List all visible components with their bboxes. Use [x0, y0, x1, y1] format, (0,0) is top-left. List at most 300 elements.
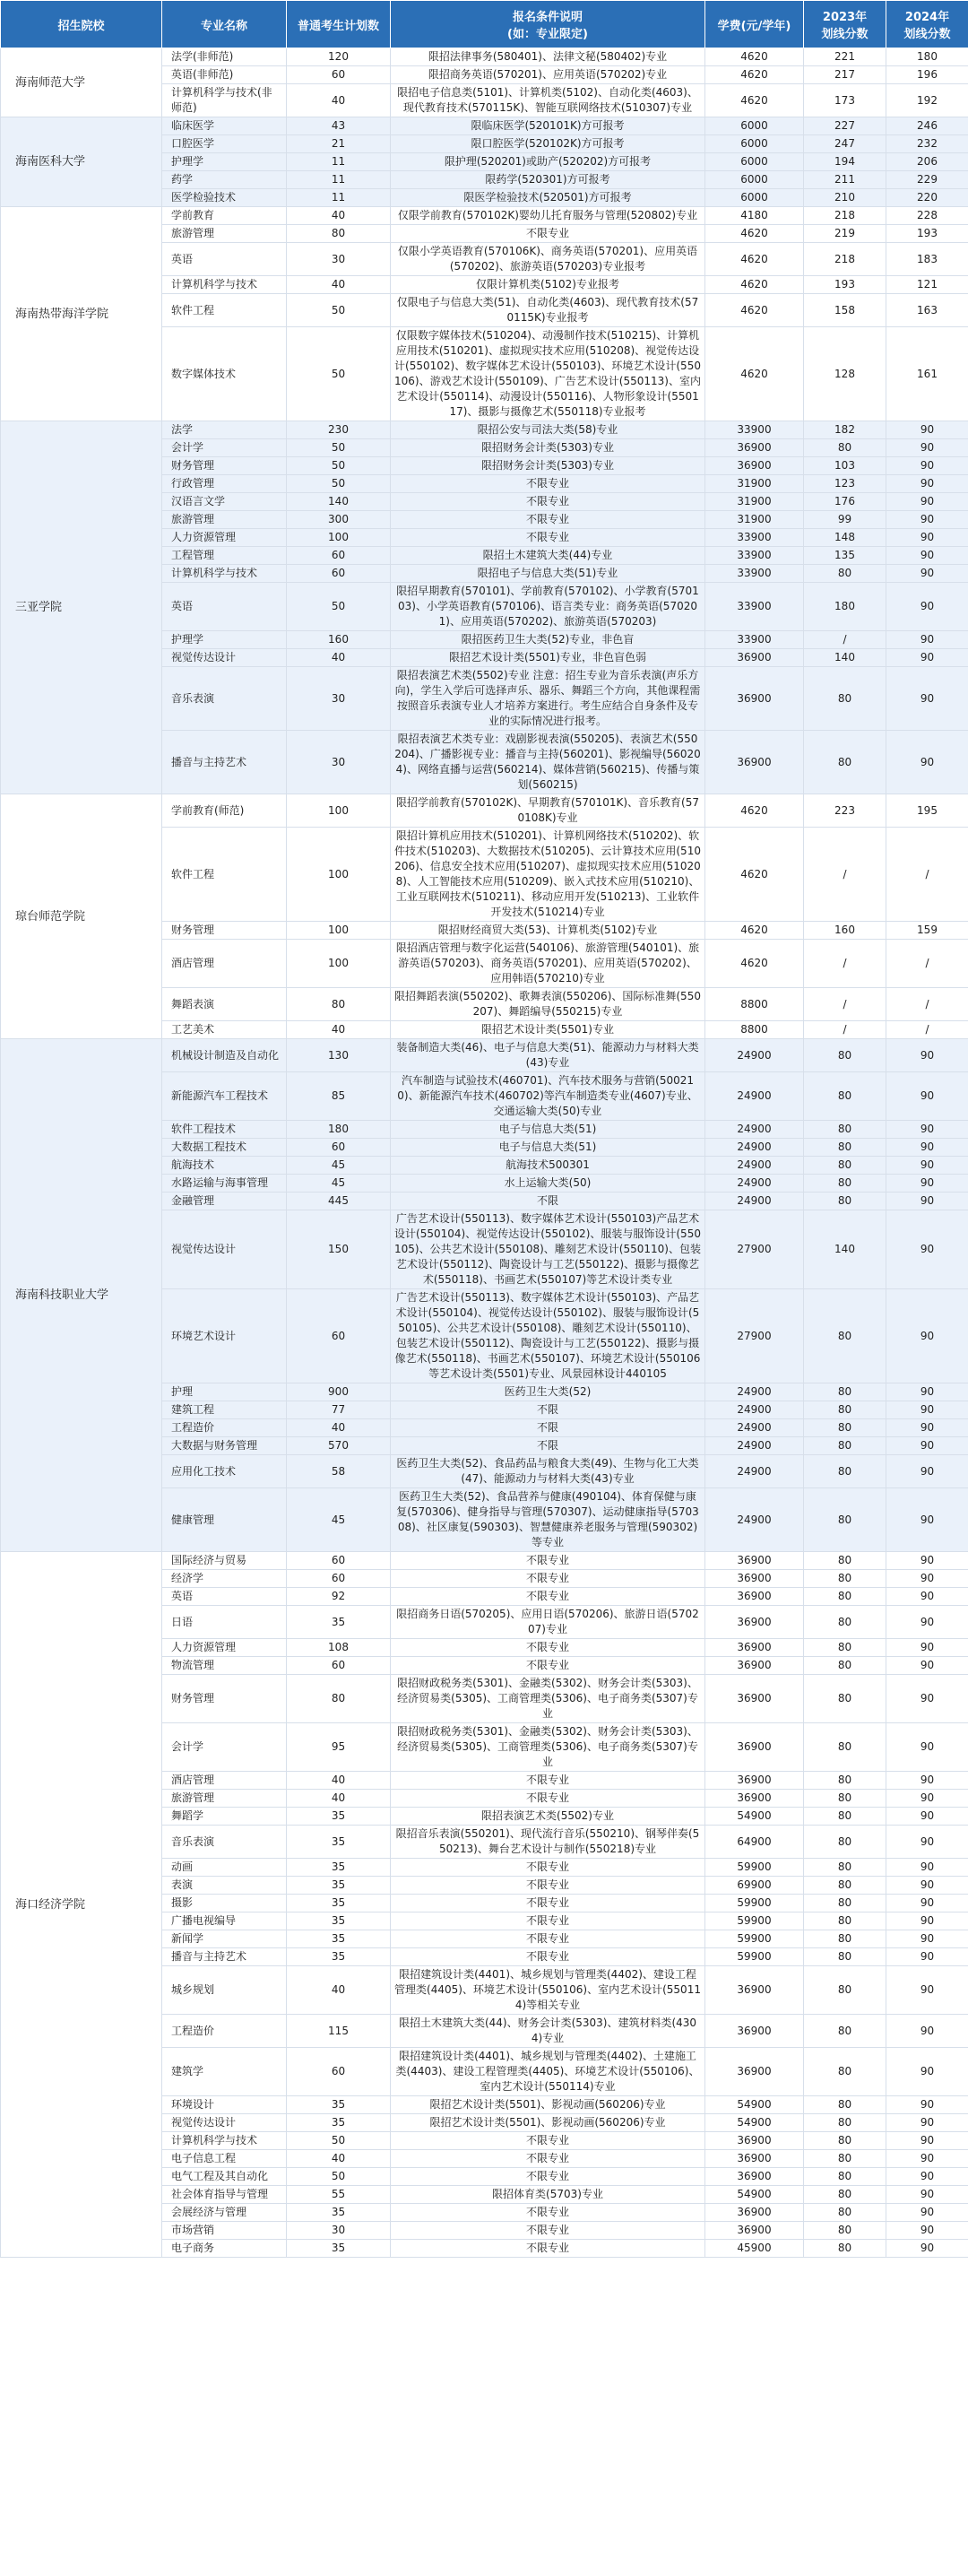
- major-cell: 健康管理: [162, 1488, 287, 1552]
- plan-cell: 35: [287, 2204, 391, 2222]
- condition-cell: 不限专业: [391, 2150, 705, 2168]
- score-2023-cell: 80: [804, 1790, 886, 1808]
- score-2024-cell: 90: [886, 475, 968, 493]
- score-2023-cell: /: [804, 988, 886, 1021]
- plan-cell: 85: [287, 1072, 391, 1121]
- major-cell: 会展经济与管理: [162, 2204, 287, 2222]
- score-2024-cell: 196: [886, 66, 968, 84]
- condition-cell: 不限专业: [391, 475, 705, 493]
- tuition-cell: 36900: [705, 1657, 804, 1675]
- score-2023-cell: 80: [804, 1437, 886, 1455]
- school-name-cell: 海口经济学院: [1, 1552, 162, 2258]
- plan-cell: 900: [287, 1383, 391, 1401]
- plan-cell: 60: [287, 1552, 391, 1570]
- major-cell: 新能源汽车工程技术: [162, 1072, 287, 1121]
- score-2024-cell: 90: [886, 1437, 968, 1455]
- plan-cell: 35: [287, 1930, 391, 1948]
- condition-cell: 不限: [391, 1437, 705, 1455]
- tuition-cell: 4620: [705, 327, 804, 421]
- tuition-cell: 59900: [705, 1930, 804, 1948]
- score-2024-cell: 229: [886, 171, 968, 189]
- score-2023-cell: 193: [804, 276, 886, 294]
- plan-cell: 55: [287, 2186, 391, 2204]
- condition-cell: 不限专业: [391, 1772, 705, 1790]
- condition-cell: 限招财政税务类(5301)、金融类(5302)、财务会计类(5303)、经济贸易类(5305)、工商管理类(5306)、电子商务类(5307)专业: [391, 1675, 705, 1723]
- score-2023-cell: 194: [804, 153, 886, 171]
- score-2024-cell: 90: [886, 1488, 968, 1552]
- plan-cell: 230: [287, 421, 391, 439]
- score-2024-cell: 90: [886, 1657, 968, 1675]
- major-cell: 物流管理: [162, 1657, 287, 1675]
- score-2024-cell: 90: [886, 731, 968, 794]
- score-2023-cell: /: [804, 940, 886, 988]
- major-cell: 工程造价: [162, 2015, 287, 2048]
- condition-cell: 仅限小学英语教育(570106K)、商务英语(570201)、应用英语(570202)、旅游英语(570203)专业报考: [391, 243, 705, 276]
- score-2024-cell: 90: [886, 1401, 968, 1419]
- condition-cell: 限招商务日语(570205)、应用日语(570206)、旅游日语(570207)专业: [391, 1606, 705, 1639]
- plan-cell: 92: [287, 1588, 391, 1606]
- tuition-cell: 24900: [705, 1193, 804, 1210]
- tuition-cell: 24900: [705, 1175, 804, 1193]
- condition-cell: 水上运输大类(50): [391, 1175, 705, 1193]
- score-2023-cell: 80: [804, 1570, 886, 1588]
- header-score-2024: 2024年 划线分数: [886, 1, 968, 48]
- score-2023-cell: 182: [804, 421, 886, 439]
- score-2024-cell: 220: [886, 189, 968, 207]
- score-2023-cell: 80: [804, 2015, 886, 2048]
- score-2024-cell: /: [886, 1021, 968, 1039]
- tuition-cell: 36900: [705, 2048, 804, 2096]
- condition-cell: 限招电子信息类(5101)、计算机类(5102)、自动化类(4603)、现代教育技术(570115K)、智能互联网络技术(510307)专业: [391, 84, 705, 117]
- plan-cell: 95: [287, 1723, 391, 1772]
- score-2024-cell: 90: [886, 2096, 968, 2114]
- major-cell: 广播电视编导: [162, 1912, 287, 1930]
- major-cell: 建筑学: [162, 2048, 287, 2096]
- major-cell: 学前教育(师范): [162, 794, 287, 828]
- tuition-cell: 36900: [705, 2150, 804, 2168]
- school-name-cell: 琼台师范学院: [1, 794, 162, 1039]
- header-score-2023: 2023年 划线分数: [804, 1, 886, 48]
- score-2023-cell: 80: [804, 1606, 886, 1639]
- tuition-cell: 24900: [705, 1039, 804, 1072]
- plan-cell: 100: [287, 940, 391, 988]
- major-cell: 酒店管理: [162, 1772, 287, 1790]
- plan-cell: 100: [287, 828, 391, 922]
- score-2023-cell: 176: [804, 493, 886, 511]
- tuition-cell: 36900: [705, 2222, 804, 2240]
- condition-cell: 广告艺术设计(550113)、数字媒体艺术设计(550103)、产品艺术设计(550104)、视觉传达设计(550102)、服装与服饰设计(550105)、公共艺术设计(550108)、雕刻艺术设计(550110)、包装艺术设计(550112)、陶瓷设计与工艺(550122)、摄影与摄像艺术(550118)、书画艺术(550107)、环境艺术设计(550106等艺术设计类(5501)专业、风景园林设计440105: [391, 1289, 705, 1383]
- condition-cell: 限招音乐表演(550201)、现代流行音乐(550210)、钢琴伴奏(550213)、舞台艺术设计与制作(550218)专业: [391, 1826, 705, 1859]
- condition-cell: 限招电子与信息大类(51)专业: [391, 565, 705, 583]
- major-cell: 数字媒体技术: [162, 327, 287, 421]
- table-row: [1, 1552, 968, 1570]
- score-2024-cell: /: [886, 988, 968, 1021]
- major-cell: 软件工程: [162, 828, 287, 922]
- score-2024-cell: 90: [886, 1912, 968, 1930]
- score-2023-cell: 80: [804, 1121, 886, 1139]
- plan-cell: 35: [287, 2114, 391, 2132]
- major-cell: 社会体育指导与管理: [162, 2186, 287, 2204]
- major-cell: 人力资源管理: [162, 1639, 287, 1657]
- score-2023-cell: 80: [804, 1401, 886, 1419]
- major-cell: 应用化工技术: [162, 1455, 287, 1488]
- tuition-cell: 36900: [705, 1966, 804, 2015]
- major-cell: 法学(非师范): [162, 48, 287, 66]
- major-cell: 水路运输与海事管理: [162, 1175, 287, 1193]
- major-cell: 工艺美术: [162, 1021, 287, 1039]
- major-cell: 计算机科学与技术(非师范): [162, 84, 287, 117]
- major-cell: 酒店管理: [162, 940, 287, 988]
- plan-cell: 40: [287, 1021, 391, 1039]
- plan-cell: 120: [287, 48, 391, 66]
- header-major: 专业名称: [162, 1, 287, 48]
- tuition-cell: 24900: [705, 1157, 804, 1175]
- plan-cell: 40: [287, 649, 391, 667]
- condition-cell: 装备制造大类(46)、电子与信息大类(51)、能源动力与材料大类(43)专业: [391, 1039, 705, 1072]
- score-2024-cell: 90: [886, 2240, 968, 2258]
- tuition-cell: 31900: [705, 475, 804, 493]
- major-cell: 工程造价: [162, 1419, 287, 1437]
- condition-cell: 不限专业: [391, 2204, 705, 2222]
- header-row: [1, 1, 968, 48]
- condition-cell: 广告艺术设计(550113)、数字媒体艺术设计(550103)产品艺术设计(550104)、视觉传达设计(550102)、服装与服饰设计(550105)、公共艺术设计(550108)、雕刻艺术设计(550110)、包装艺术设计(550112)、陶瓷设计与工艺(550122)、摄影与摄像艺术(550118)、书画艺术(550107)等艺术设计类专业: [391, 1210, 705, 1289]
- score-2023-cell: 80: [804, 2150, 886, 2168]
- score-2023-cell: 80: [804, 1039, 886, 1072]
- score-2024-cell: 228: [886, 207, 968, 225]
- table-row: [1, 117, 968, 135]
- tuition-cell: 36900: [705, 731, 804, 794]
- score-2024-cell: 90: [886, 439, 968, 457]
- condition-cell: 限招艺术设计类(5501)、影视动画(560206)专业: [391, 2114, 705, 2132]
- plan-cell: 180: [287, 1121, 391, 1139]
- tuition-cell: 36900: [705, 1570, 804, 1588]
- tuition-cell: 4620: [705, 828, 804, 922]
- major-cell: 播音与主持艺术: [162, 1948, 287, 1966]
- score-2023-cell: 80: [804, 2048, 886, 2096]
- condition-cell: 不限专业: [391, 1552, 705, 1570]
- condition-cell: 不限: [391, 1193, 705, 1210]
- major-cell: 城乡规划: [162, 1966, 287, 2015]
- tuition-cell: 54900: [705, 2186, 804, 2204]
- major-cell: 软件工程: [162, 294, 287, 327]
- plan-cell: 30: [287, 2222, 391, 2240]
- major-cell: 工程管理: [162, 547, 287, 565]
- score-2024-cell: 90: [886, 2048, 968, 2096]
- score-2024-cell: 90: [886, 1175, 968, 1193]
- plan-cell: 60: [287, 565, 391, 583]
- plan-cell: 35: [287, 2096, 391, 2114]
- condition-cell: 限招舞蹈表演(550202)、歌舞表演(550206)、国际标准舞(550207)、舞蹈编导(550215)专业: [391, 988, 705, 1021]
- major-cell: 金融管理: [162, 1193, 287, 1210]
- tuition-cell: 8800: [705, 1021, 804, 1039]
- tuition-cell: 4620: [705, 243, 804, 276]
- score-2023-cell: 123: [804, 475, 886, 493]
- condition-cell: 医药卫生大类(52)、食品营养与健康(490104)、体育保健与康复(570306)、健身指导与管理(570307)、运动健康指导(570308)、社区康复(590303)、智慧健康养老服务与管理(590302)等专业: [391, 1488, 705, 1552]
- condition-cell: 航海技术500301: [391, 1157, 705, 1175]
- score-2024-cell: 90: [886, 1877, 968, 1895]
- condition-cell: 限招艺术设计类(5501)专业，非色盲色弱: [391, 649, 705, 667]
- table-row: [1, 794, 968, 828]
- score-2023-cell: 80: [804, 2204, 886, 2222]
- score-2024-cell: 90: [886, 2186, 968, 2204]
- plan-cell: 570: [287, 1437, 391, 1455]
- condition-cell: 不限专业: [391, 2222, 705, 2240]
- major-cell: 视觉传达设计: [162, 1210, 287, 1289]
- major-cell: 人力资源管理: [162, 529, 287, 547]
- major-cell: 行政管理: [162, 475, 287, 493]
- score-2023-cell: 80: [804, 1930, 886, 1948]
- plan-cell: 43: [287, 117, 391, 135]
- tuition-cell: 27900: [705, 1289, 804, 1383]
- score-2024-cell: 90: [886, 2168, 968, 2186]
- condition-cell: 限招法律事务(580401)、法律文秘(580402)专业: [391, 48, 705, 66]
- condition-cell: 医药卫生大类(52): [391, 1383, 705, 1401]
- plan-cell: 60: [287, 1139, 391, 1157]
- condition-cell: 不限: [391, 1401, 705, 1419]
- condition-cell: 限招学前教育(570102K)、早期教育(570101K)、音乐教育(570108K)专业: [391, 794, 705, 828]
- score-2024-cell: 90: [886, 649, 968, 667]
- score-2023-cell: 211: [804, 171, 886, 189]
- header-plan: 普通考生计划数: [287, 1, 391, 48]
- major-cell: 英语: [162, 583, 287, 631]
- score-2024-cell: 90: [886, 547, 968, 565]
- tuition-cell: 36900: [705, 1552, 804, 1570]
- score-2023-cell: /: [804, 631, 886, 649]
- condition-cell: 不限专业: [391, 225, 705, 243]
- condition-cell: 限招医药卫生大类(52)专业，非色盲: [391, 631, 705, 649]
- plan-cell: 35: [287, 1859, 391, 1877]
- score-2024-cell: 90: [886, 2222, 968, 2240]
- tuition-cell: 6000: [705, 171, 804, 189]
- plan-cell: 50: [287, 294, 391, 327]
- score-2023-cell: 80: [804, 1895, 886, 1912]
- tuition-cell: 4620: [705, 294, 804, 327]
- score-2023-cell: 140: [804, 1210, 886, 1289]
- plan-cell: 80: [287, 225, 391, 243]
- tuition-cell: 36900: [705, 1723, 804, 1772]
- plan-cell: 45: [287, 1157, 391, 1175]
- table-row: [1, 48, 968, 66]
- score-2023-cell: 80: [804, 1157, 886, 1175]
- condition-cell: 不限专业: [391, 1877, 705, 1895]
- score-2023-cell: 80: [804, 1193, 886, 1210]
- major-cell: 计算机科学与技术: [162, 565, 287, 583]
- score-2023-cell: 80: [804, 2114, 886, 2132]
- major-cell: 播音与主持艺术: [162, 731, 287, 794]
- score-2023-cell: 128: [804, 327, 886, 421]
- plan-cell: 40: [287, 1419, 391, 1437]
- score-2024-cell: 90: [886, 529, 968, 547]
- major-cell: 医学检验技术: [162, 189, 287, 207]
- score-2023-cell: 217: [804, 66, 886, 84]
- plan-cell: 77: [287, 1401, 391, 1419]
- plan-cell: 45: [287, 1175, 391, 1193]
- score-2023-cell: 210: [804, 189, 886, 207]
- tuition-cell: 4620: [705, 66, 804, 84]
- tuition-cell: 33900: [705, 547, 804, 565]
- tuition-cell: 36900: [705, 1790, 804, 1808]
- table-row: [1, 1039, 968, 1072]
- header-condition: 报名条件说明 (如：专业限定): [391, 1, 705, 48]
- score-2023-cell: 80: [804, 1808, 886, 1826]
- score-2024-cell: 90: [886, 1419, 968, 1437]
- school-name-cell: 海南医科大学: [1, 117, 162, 207]
- school-name-cell: 海南师范大学: [1, 48, 162, 117]
- score-2023-cell: 80: [804, 1175, 886, 1193]
- tuition-cell: 24900: [705, 1072, 804, 1121]
- condition-cell: 限临床医学(520101K)方可报考: [391, 117, 705, 135]
- major-cell: 汉语言文学: [162, 493, 287, 511]
- condition-cell: 限招酒店管理与数字化运营(540106)、旅游管理(540101)、旅游英语(570203)、商务英语(570201)、应用英语(570202)、应用韩语(570210)专业: [391, 940, 705, 988]
- score-2023-cell: 80: [804, 1826, 886, 1859]
- tuition-cell: 24900: [705, 1455, 804, 1488]
- plan-cell: 300: [287, 511, 391, 529]
- score-2023-cell: 80: [804, 1289, 886, 1383]
- plan-cell: 60: [287, 1570, 391, 1588]
- plan-cell: 40: [287, 2150, 391, 2168]
- score-2024-cell: 90: [886, 565, 968, 583]
- tuition-cell: 33900: [705, 529, 804, 547]
- condition-cell: 不限专业: [391, 1657, 705, 1675]
- condition-cell: 不限: [391, 1419, 705, 1437]
- tuition-cell: 36900: [705, 1639, 804, 1657]
- major-cell: 音乐表演: [162, 667, 287, 731]
- score-2023-cell: 80: [804, 565, 886, 583]
- score-2023-cell: /: [804, 1021, 886, 1039]
- tuition-cell: 36900: [705, 1675, 804, 1723]
- plan-cell: 50: [287, 2168, 391, 2186]
- major-cell: 财务管理: [162, 457, 287, 475]
- plan-cell: 50: [287, 457, 391, 475]
- score-2024-cell: 193: [886, 225, 968, 243]
- plan-cell: 58: [287, 1455, 391, 1488]
- major-cell: 动画: [162, 1859, 287, 1877]
- plan-cell: 80: [287, 1675, 391, 1723]
- condition-cell: 电子与信息大类(51): [391, 1121, 705, 1139]
- plan-cell: 50: [287, 583, 391, 631]
- condition-cell: 不限专业: [391, 1948, 705, 1966]
- plan-cell: 35: [287, 1808, 391, 1826]
- condition-cell: 不限专业: [391, 1930, 705, 1948]
- plan-cell: 60: [287, 547, 391, 565]
- major-cell: 国际经济与贸易: [162, 1552, 287, 1570]
- score-2023-cell: 80: [804, 667, 886, 731]
- tuition-cell: 64900: [705, 1826, 804, 1859]
- major-cell: 视觉传达设计: [162, 649, 287, 667]
- score-2023-cell: 80: [804, 1657, 886, 1675]
- plan-cell: 40: [287, 1966, 391, 2015]
- score-2023-cell: 80: [804, 1966, 886, 2015]
- score-2024-cell: 192: [886, 84, 968, 117]
- plan-cell: 150: [287, 1210, 391, 1289]
- plan-cell: 11: [287, 189, 391, 207]
- score-2024-cell: 90: [886, 1383, 968, 1401]
- score-2023-cell: 135: [804, 547, 886, 565]
- major-cell: 旅游管理: [162, 511, 287, 529]
- score-2024-cell: 90: [886, 1930, 968, 1948]
- school-name-cell: 海南热带海洋学院: [1, 207, 162, 421]
- score-2023-cell: 221: [804, 48, 886, 66]
- plan-cell: 60: [287, 1657, 391, 1675]
- tuition-cell: 24900: [705, 1488, 804, 1552]
- plan-cell: 45: [287, 1488, 391, 1552]
- plan-cell: 130: [287, 1039, 391, 1072]
- tuition-cell: 59900: [705, 1859, 804, 1877]
- plan-cell: 35: [287, 1948, 391, 1966]
- score-2024-cell: 90: [886, 1570, 968, 1588]
- condition-cell: 限口腔医学(520102K)方可报考: [391, 135, 705, 153]
- tuition-cell: 36900: [705, 2015, 804, 2048]
- condition-cell: 不限专业: [391, 511, 705, 529]
- score-2023-cell: 80: [804, 1877, 886, 1895]
- major-cell: 表演: [162, 1877, 287, 1895]
- tuition-cell: 54900: [705, 1808, 804, 1826]
- plan-cell: 35: [287, 1826, 391, 1859]
- plan-cell: 35: [287, 1606, 391, 1639]
- score-2024-cell: 90: [886, 1552, 968, 1570]
- condition-cell: 仅限数字媒体技术(510204)、动漫制作技术(510215)、计算机应用技术(510201)、虚拟现实技术应用(510208)、视觉传达设计(550102)、数字媒体艺术设计(550103)、环境艺术设计(550106)、游戏艺术设计(550109)、广告艺术设计(550113)、室内艺术设计(550114)、动漫设计(550116)、人物形象设计(550117)、摄影与摄像艺术(550118)专业报考: [391, 327, 705, 421]
- major-cell: 建筑工程: [162, 1401, 287, 1419]
- tuition-cell: 24900: [705, 1419, 804, 1437]
- score-2024-cell: 90: [886, 631, 968, 649]
- score-2024-cell: 90: [886, 1039, 968, 1072]
- score-2023-cell: 80: [804, 2222, 886, 2240]
- plan-cell: 30: [287, 731, 391, 794]
- major-cell: 摄影: [162, 1895, 287, 1912]
- condition-cell: 限招财经商贸大类(53)、计算机类(5102)专业: [391, 922, 705, 940]
- score-2023-cell: 140: [804, 649, 886, 667]
- condition-cell: 限招建筑设计类(4401)、城乡规划与管理类(4402)、建设工程管理类(4405)、环境艺术设计(550106)、室内艺术设计(550114)等相关专业: [391, 1966, 705, 2015]
- score-2024-cell: 90: [886, 1966, 968, 2015]
- score-2023-cell: 80: [804, 2132, 886, 2150]
- score-2024-cell: 90: [886, 2015, 968, 2048]
- major-cell: 英语: [162, 243, 287, 276]
- condition-cell: 不限专业: [391, 1790, 705, 1808]
- score-2023-cell: 80: [804, 2240, 886, 2258]
- score-2024-cell: 90: [886, 1121, 968, 1139]
- condition-cell: 仅限学前教育(570102K)婴幼儿托育服务与管理(520802)专业: [391, 207, 705, 225]
- score-2023-cell: 80: [804, 1072, 886, 1121]
- major-cell: 计算机科学与技术: [162, 276, 287, 294]
- condition-cell: 限招表演艺术类专业：戏剧影视表演(550205)、表演艺术(550204)、广播影视专业：播音与主持(560201)、影视编导(560204)、网络直播与运营(560214)、媒体营销(560215)、传播与策划(560215): [391, 731, 705, 794]
- score-2024-cell: 180: [886, 48, 968, 66]
- major-cell: 大数据与财务管理: [162, 1437, 287, 1455]
- major-cell: 口腔医学: [162, 135, 287, 153]
- condition-cell: 不限专业: [391, 1895, 705, 1912]
- condition-cell: 不限专业: [391, 2168, 705, 2186]
- tuition-cell: 24900: [705, 1437, 804, 1455]
- plan-cell: 35: [287, 2240, 391, 2258]
- plan-cell: 160: [287, 631, 391, 649]
- condition-cell: 限招表演艺术类(5502)专业 注意：招生专业为音乐表演(声乐方向)，学生入学后可选择声乐、器乐、舞蹈三个方向，其他课程需按照音乐表演专业人才培养方案进行。考生应结合自身条件及专业的实际情况进行报考。: [391, 667, 705, 731]
- score-2023-cell: /: [804, 828, 886, 922]
- tuition-cell: 8800: [705, 988, 804, 1021]
- major-cell: 环境设计: [162, 2096, 287, 2114]
- score-2024-cell: 90: [886, 1588, 968, 1606]
- tuition-cell: 4180: [705, 207, 804, 225]
- score-2024-cell: 90: [886, 2204, 968, 2222]
- plan-cell: 60: [287, 2048, 391, 2096]
- score-2024-cell: 90: [886, 1895, 968, 1912]
- major-cell: 临床医学: [162, 117, 287, 135]
- condition-cell: 限药学(520301)方可报考: [391, 171, 705, 189]
- condition-cell: 限招艺术设计类(5501)专业: [391, 1021, 705, 1039]
- major-cell: 护理学: [162, 153, 287, 171]
- major-cell: 电子信息工程: [162, 2150, 287, 2168]
- score-2023-cell: 218: [804, 243, 886, 276]
- score-2023-cell: 80: [804, 2186, 886, 2204]
- tuition-cell: 33900: [705, 583, 804, 631]
